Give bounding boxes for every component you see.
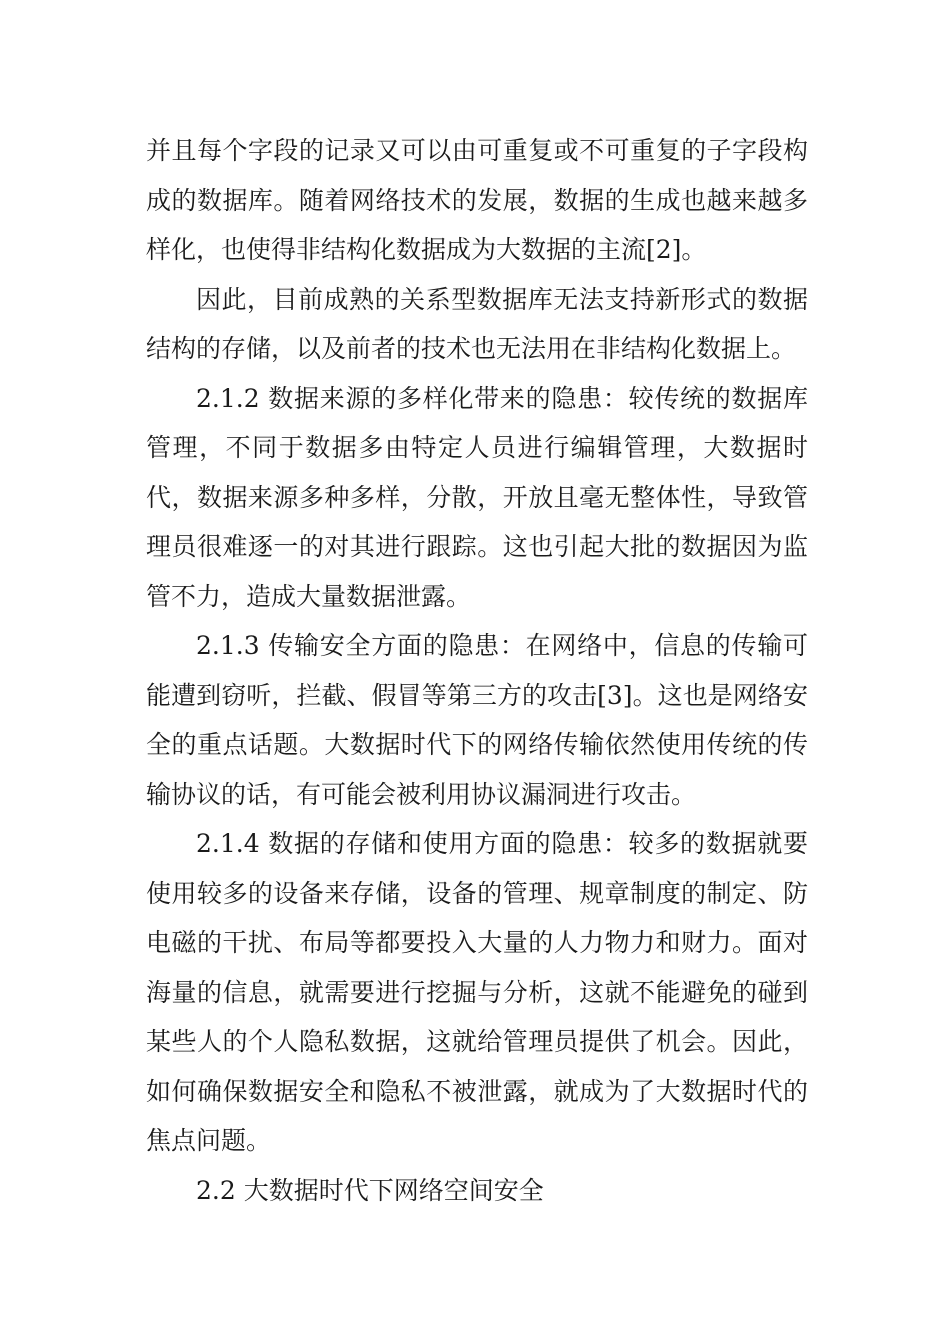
section-heading-2-2: 2.2 大数据时代下网络空间安全 <box>196 1175 544 1205</box>
paragraph-continuation: 并且每个字段的记录又可以由可重复或不可重复的子字段构成的数据库。随着网络技术的发展，数据的生成也越来越多样化，也使得非结构化数据成为大数据的主流[2]。 <box>146 136 808 264</box>
paragraph-2-1-4: 2.1.4 数据的存储和使用方面的隐患：较多的数据就要使用较多的设备来存储，设备的管理、规章制度的制定、防电磁的干扰、布局等都要投入大量的人力物力和财力。面对海量的信息，就需要进行挖掘与分析，这就不能避免的碰到某些人的个人隐私数据，这就给管理员提供了机会。因此，如何确保数据安全和隐私不被泄露，就成为了大数据时代的焦点问题。 <box>146 829 808 1155</box>
paragraph-2-1-3: 2.1.3 传输安全方面的隐患：在网络中，信息的传输可能遭到窃听，拦截、假冒等第三方的攻击[3]。这也是网络安全的重点话题。大数据时代下的网络传输依然使用传统的传输协议的话，有可能会被利用协议漏洞进行攻击。 <box>146 631 808 809</box>
paragraph-relational-db: 因此，目前成熟的关系型数据库无法支持新形式的数据结构的存储，以及前者的技术也无法用在非结构化数据上。 <box>146 284 808 363</box>
paragraph-2-1-2: 2.1.2 数据来源的多样化带来的隐患：较传统的数据库管理，不同于数据多由特定人员进行编辑管理，大数据时代，数据来源多种多样，分散，开放且毫无整体性，导致管理员很难逐一的对其进行跟踪。这也引起大批的数据因为监管不力，造成大量数据泄露。 <box>146 383 808 611</box>
body-text <box>146 126 808 1215</box>
